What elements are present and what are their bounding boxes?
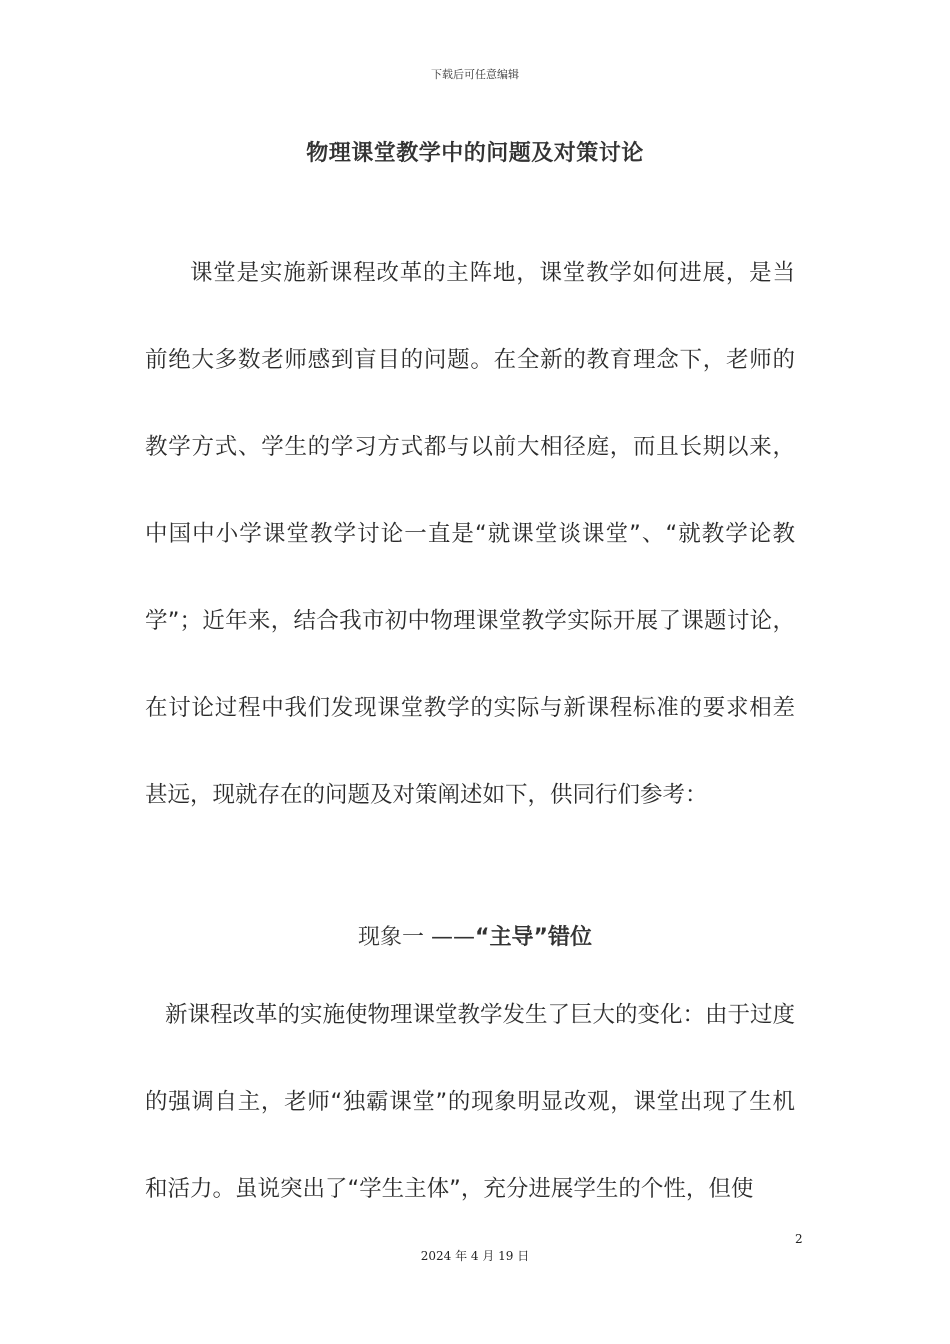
section-paragraph: 新课程改革的实施使物理课堂教学发生了巨大的变化：由于过度的强调自主，老师“独霸课堂”的现象明显改观，课堂出现了生机和活力。虽说突出了“学生主体”，充分进展学生的个性，但使 (145, 1002, 796, 1202)
section-heading-bold: “主导”错位 (475, 925, 592, 950)
footer-date: 2024 年 4 月 19 日 (420, 1249, 530, 1263)
section-heading-prefix: 现象一 —— (358, 925, 476, 950)
header-note: 下载后可任意编辑 (431, 68, 519, 81)
section-heading (0, 920, 950, 951)
document-title: 物理课堂教学中的问题及对策讨论 (306, 141, 644, 166)
page-number: 2 (795, 1232, 803, 1246)
intro-paragraph: 课堂是实施新课程改革的主阵地，课堂教学如何进展，是当前绝大多数老师感到盲目的问题。在全新的教育理念下，老师的教学方式、学生的学习方式都与以前大相径庭，而且长期以来，中国中小学课堂教学讨论一直是“就课堂谈课堂”、“就教学论教学”；近年来，结合我市初中物理课堂教学实际开展了课题讨论，在讨论过程中我们发现课堂教学的实际与新课程标准的要求相差甚远，现就存在的问题及对策阐述如下，供同行们参考： (145, 260, 795, 808)
